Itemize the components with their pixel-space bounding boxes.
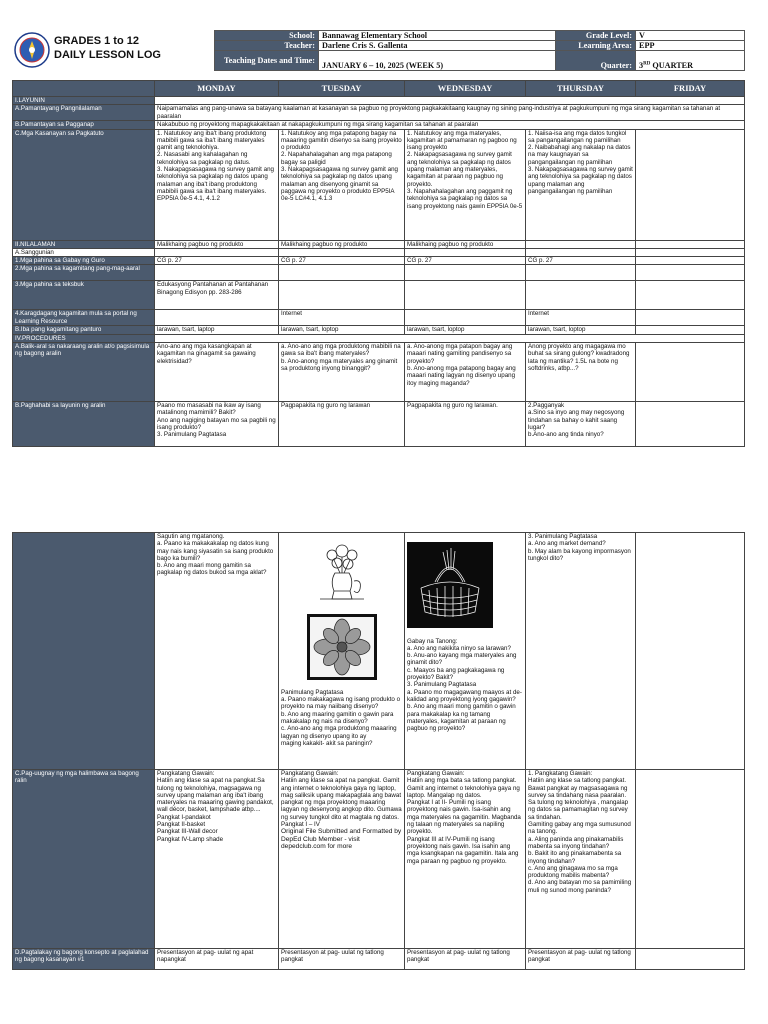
kasanayan-tuesday: 1. Natutukoy ang mga patapong bagay na maaaring gamitin disenyo sa isang proyekto o produkto 2. Napahahalagahan ang mga patapong bagay sa paligid 3. Nakapagsasagawa ng survey gamit ang teknolohiya sa pagkalap ng datos upang malaman ang disenyong ginamit sa paggawa ng proyekto o produkto EPP5IA 0e-5 LC#4.1, 4.1.3 [279, 129, 405, 240]
sanggunian-tuesday [279, 248, 405, 256]
pagtalakay-tuesday: Presentasyon at pag- uulat ng tatlong pangkat [279, 949, 405, 970]
paghahabi-monday: Paano mo masasabi na ikaw ay isang matalinong mamimili? Bakit? Ano ang nagiging batayan mo sa pagbili ng isang produkto? 3. Panimulang Pagtatasa [155, 402, 279, 447]
area-value: EPP [636, 41, 745, 51]
balik-aral-wednesday: a. Ano-anong mga patapon bagay ang maaari nating gamiting pandisenyo sa proyekto? b. Ano-anong mga patapong bagay ang maaari nating lagyan ng disenyo upang itoy maging maganda? [405, 343, 526, 402]
row-label-paghahabi: B.Paghahabi sa layunin ng aralin [13, 402, 155, 447]
section-procedures: IV.PROCEDURES [13, 334, 155, 342]
kagamitang-thursday [526, 265, 636, 281]
title-line-2: DAILY LESSON LOG [54, 49, 161, 61]
section-nilalaman: II.NILALAMAN [13, 240, 155, 248]
kagamitang-tuesday [279, 265, 405, 281]
teksbuk-wednesday [405, 281, 526, 310]
balik-aral-friday [636, 343, 745, 402]
continued-thursday: 3. Panimulang Pagtatasa a. Ano ang market demand? b. May alam ba kayong impormasyon tungkol dito? [526, 533, 636, 770]
dates-value: JANUARY 6 – 10, 2025 (WEEK 5) [319, 51, 556, 71]
kagamitang-friday [636, 265, 745, 281]
lr-thursday: Internet [526, 310, 636, 326]
iba-pang-monday: larawan, tsart, laptop [155, 326, 279, 334]
gabay-tuesday: CG p. 27 [279, 257, 405, 265]
sanggunian-monday [155, 248, 279, 256]
continued-friday [636, 533, 745, 770]
gabay-wednesday: CG p. 27 [405, 257, 526, 265]
row-label-gabay-ng-guro: 1.Mga pahina sa Gabay ng Guro [13, 257, 155, 265]
kasanayan-thursday: 1. Naiisa-isa ang mga datos tungkol sa pangangailangan ng pamilihan 2. Naibabahagi ang nakalap na datos na may kaugnayan sa pangangailangan ng pamilihan 3. Nakapagsasagawa ng survey gamit ang teknolohiya sa pagkalap ng datos upang malaman ang pangangailangan ng pamilihan [526, 129, 636, 240]
gabay-monday: CG p. 27 [155, 257, 279, 265]
kagamitang-wednesday [405, 265, 526, 281]
balik-aral-thursday: Anong proyekto ang magagawa mo buhat sa sirang gulong? kwadradong lata ng mantika? 1.5L na bote ng softdrinks, atbp...? [526, 343, 636, 402]
lesson-log-table-page2 [12, 532, 745, 970]
day-wednesday: WEDNESDAY [405, 81, 526, 97]
kasanayan-wednesday: 1. Natutukoy ang mga materyales, kagamitan at pamamaran ng pagboo ng isang proyekto 2. Nakapagsasagawa ng survey gamit ang teknolohiya sa pagkalap ng datos upang malaman ang materyales, kagamitan at paraan ng pagbuo ng proyekto. 3. Napahahalagahan ang paggamit ng teknolohiya sa pagkalap ng datos sa isang proyektong nais gawin EPP5IA 0e-5 [405, 129, 526, 240]
day-header-row [13, 81, 745, 97]
nilalaman-thursday [526, 240, 636, 248]
continued-tuesday [279, 533, 405, 770]
quarter-word: QUARTER [650, 61, 694, 70]
school-value: Bannawag Elementary School [319, 31, 556, 41]
lr-wednesday [405, 310, 526, 326]
day-monday: MONDAY [155, 81, 279, 97]
grade-value: V [636, 31, 745, 41]
lr-monday [155, 310, 279, 326]
procedures-blank [155, 334, 745, 342]
day-header-blank [13, 81, 155, 97]
school-info-table [214, 30, 556, 71]
iba-pang-friday [636, 326, 745, 334]
iba-pang-tuesday: larawan, tsart, loptop [279, 326, 405, 334]
continued-tuesday-text: Panimulang Pagtatasa a. Paano makakagawa ng isang produkto o proyekto na may naiibang disenyo? b. Ano ang maaring gamitin o gawin para makakalap ng nais na disenyo? c. Ano-ano ang mga produktong maaaring lagyan ng disenyo upang ito ay maging kakakit- akit sa paningin? [281, 688, 401, 747]
day-tuesday: TUESDAY [279, 81, 405, 97]
nilalaman-tuesday: Malikhaing pagbuo ng produkto [279, 240, 405, 248]
continued-wednesday [405, 533, 526, 770]
nilalaman-wednesday: Malikhaing pagbuo ng produkto [405, 240, 526, 248]
pagtalakay-monday: Presentasyon at pag- uulat ng apat napangkat [155, 949, 279, 970]
document-title [54, 34, 204, 62]
row-label-balik-aral: A.Balik-aral sa nakaraang aralin at/o pagsisimula ng bagong aralin [13, 343, 155, 402]
grade-info-table [555, 30, 745, 71]
pagtalakay-wednesday: Presentasyon at pag- uulat ng tatlong pangkat [405, 949, 526, 970]
day-friday: FRIDAY [636, 81, 745, 97]
deped-seal-icon [14, 32, 50, 68]
paghahabi-thursday: 2.Pagganyak a.Sino sa inyo ang may negosyong tindahan sa bahay o kahit saang lugar? b.Ano-ano ang tinda ninyo? [526, 402, 636, 447]
continued-wednesday-text: Gabay na Tanong: a. Ano ang nakikita ninyo sa larawan? b. Anu-ano kayang mga materyales ang ginamit dito? c. Maayos ba ang pagkakagawa ng proyekto? Bakit? 3. Panimulang Pagtatasa a. Paano mo magagawang maayos at de-kalidad ang proyektong iyong gagawin? b. Ano ang maari mong gamitin o gawin para makakalap ka ng tamang materyales, kagamitan at paraan ng pagbuo ng proyekto? [407, 637, 522, 733]
gabay-thursday: CG p. 27 [526, 257, 636, 265]
row-label-pamantayang-pangnilalaman: A.Pamantayang Pangnilalaman [13, 105, 155, 121]
balik-aral-tuesday: a. Ano-ano ang mga produktong mabibili na gawa sa iba't ibang materyales? b. Ano-anong mga materyales ang ginamit sa produktong inyong binanggit? [279, 343, 405, 402]
pag-uugnay-thursday: 1. Pangkatang Gawain: Hatiin ang klase sa tatlong pangkat. Bawat pangkat ay magsasagawa ng survey sa tindahang nasa paaralan. Sa tulong ng teknolohiya , mangalap ng datos sa pamamagitan ng survey sa tindahan. Gamiting gabay ang mga sumusunod na tanong. a. Aling paninda ang pinakamabilis mabenta sa inyong tindahan? b. Bakit ito ang pinakamabenta sa inyong tindahan? c. Ano ang ginagawa mo sa mga produktong mabilis mabenta? d. Ano ang batayan mo sa pamimiling muli ng sunod mong paninda? [526, 770, 636, 949]
pagtalakay-friday [636, 949, 745, 970]
pag-uugnay-wednesday: Pangkatang Gawain: Hatiin ang mga bata sa tatlong pangkat. Gamit ang internet o teknolohiya gaya ng laptop. Mangalap ng datos. Pangkat I at II- Pumili ng isang proyektong nais gawin. Isa-isahin ang mga materyales na gagamitin. Magbanda ng talaan ng materyales sa napiling proyekto. Pangkat III at IV-Pumili ng isang proyektong nais gawin. Isa isahin ang mga ksangkapan na gagamitin. Itala ang mga paraan ng pagbuo ng proyekto. [405, 770, 526, 949]
grade-label: Grade Level: [556, 31, 636, 41]
teksbuk-friday [636, 281, 745, 310]
pag-uugnay-monday: Pangkatang Gawain: Hatiin ang klase sa apat na pangkat.Sa tulong ng teknolohiya, magsagawa ng survey upang malaman ang iba't ibang materyales na maaaring gawing pandakot, wall décor, basket, lampshade atbp.... Pangkat I-pandakot Pangkat II-basket Pangkat III-Wall decor Pangkat IV-Lamp shade [155, 770, 279, 949]
teksbuk-thursday [526, 281, 636, 310]
pag-uugnay-tuesday-text: Pangkatang Gawain: Hatiin ang klase sa apat na pangkat. Gamit ang internet o teknolohiya gaya ng laptop, mag saliksik upang makapagtala ang bawat pangkat ng mga proyektong maaaring lagyan ng desenyong angkop dito. Gumawa ng survey tungkol dito at magtala ng datos. Pangkat I – IV [281, 770, 402, 829]
vase-illustration [312, 541, 372, 603]
dates-label: Teaching Dates and Time: [215, 51, 319, 71]
row-label-continued [13, 533, 155, 770]
quarter-superscript: RD [643, 61, 651, 67]
teacher-label: Teacher: [215, 41, 319, 51]
quarter-value [636, 51, 745, 71]
section-layunin: I.LAYUNIN [13, 97, 155, 105]
row-label-sanggunian: A.Sanggunian [13, 248, 155, 256]
paghahabi-wednesday: Pagpapakita ng guro ng larawan. [405, 402, 526, 447]
woven-basket-illustration [407, 542, 493, 628]
pamantayang-pangnilalaman-text: Naipamamalas ang pang-unawa sa batayang kaalaman at kasanayan sa pagbuo ng proyektong pagkakakitaang kaugnay ng sining pang-industriya at pagkukumpuni ng mga sirang kagamitan sa tahanan at paaralan [155, 105, 745, 121]
nilalaman-friday [636, 240, 745, 248]
paghahabi-tuesday: Pagpapakita ng guro ng larawan [279, 402, 405, 447]
day-thursday: THURSDAY [526, 81, 636, 97]
sanggunian-friday [636, 248, 745, 256]
row-label-teksbuk: 3.Mga pahina sa teksbuk [13, 281, 155, 310]
deped-club-note: Original File Submitted and Formatted by DepEd Club Member - visit depedclub.com for more [281, 828, 402, 850]
flower-illustration [307, 614, 377, 680]
pamantayan-sa-pagganap-text: Nakabubuo ng proyektong mapagkakakitaan at nakapagkukumpuni ng mga sirang kagamitan sa tahanan at paaralan [155, 121, 745, 129]
kasanayan-friday [636, 129, 745, 240]
area-label: Learning Area: [556, 41, 636, 51]
teacher-value: Darlene Cris S. Gallenta [319, 41, 556, 51]
layunin-blank [155, 97, 745, 105]
kagamitang-monday [155, 265, 279, 281]
row-label-learning-resource: 4.Karagdagang kagamitan mula sa portal ng Learning Resource [13, 310, 155, 326]
pagtalakay-thursday: Presentasyon at pag- uulat ng tatlong pangkat [526, 949, 636, 970]
iba-pang-thursday: larawan, tsart, loptop [526, 326, 636, 334]
row-label-iba-pang-kagamitan: B.Iba pang kagamitang panturo [13, 326, 155, 334]
pag-uugnay-friday [636, 770, 745, 949]
title-line-1: GRADES 1 to 12 [54, 35, 139, 47]
pag-uugnay-tuesday [279, 770, 405, 949]
sanggunian-wednesday [405, 248, 526, 256]
row-label-pagtalakay: D.Pagtalakay ng bagong konsepto at paglalahad ng bagong kasanayan #1 [13, 949, 155, 970]
sanggunian-thursday [526, 248, 636, 256]
lr-friday [636, 310, 745, 326]
teksbuk-monday: Edukasyong Pantahanan at Pantahanan Binagong Edisyon pp. 283-286 [155, 281, 279, 310]
gabay-friday [636, 257, 745, 265]
row-label-kagamitang-pang-mag-aaral: 2.Mga pahina sa kagamitang pang-mag-aaral [13, 265, 155, 281]
paghahabi-friday [636, 402, 745, 447]
kasanayan-monday: 1. Natutukoy ang iba't ibang produktong mabibili gawa sa iba't ibang materyales gamit ang teknolohiya. 2. Nasasabi ang kahalagahan ng teknolohiya sa pagkalap ng datus. 3. Nakapagsasagawa ng survey gamit ang teknolohiya sa pagkalap ng datos upang malaman ang iba't ibang produktong mabibili gawa sa iba't ibang materyales. EPP5IA 0e-5 4.1, 4.1.2 [155, 129, 279, 240]
nilalaman-monday: Malikhaing pagbuo ng produkto [155, 240, 279, 248]
teksbuk-tuesday [279, 281, 405, 310]
continued-monday: Sagutin ang mgatanong. a. Paano ka makakakalap ng datos kung may nais kang siyasatin sa isang produkto bago ka bumili? b. Ano ang maari mong gamitin sa pagkalap ng datos bukod sa mga aklat? [155, 533, 279, 770]
row-label-pamantayan-sa-pagganap: B.Pamantayan sa Pagganap [13, 121, 155, 129]
quarter-number: 3 [639, 61, 644, 70]
row-label-kasanayan: C.Mga Kasanayan sa Pagkatuto [13, 129, 155, 240]
quarter-label: Quarter: [556, 51, 636, 71]
lesson-log-table-page1 [12, 80, 745, 447]
school-label: School: [215, 31, 319, 41]
row-label-pag-uugnay: C.Pag-uugnay ng mga halimbawa sa bagong ralin [13, 770, 155, 949]
iba-pang-wednesday: larawan, tsart, loptop [405, 326, 526, 334]
lr-tuesday: Internet [279, 310, 405, 326]
balik-aral-monday: Ano-ano ang mga kasangkapan at kagamitan na ginagamit sa gawaing elektrisidad? [155, 343, 279, 402]
